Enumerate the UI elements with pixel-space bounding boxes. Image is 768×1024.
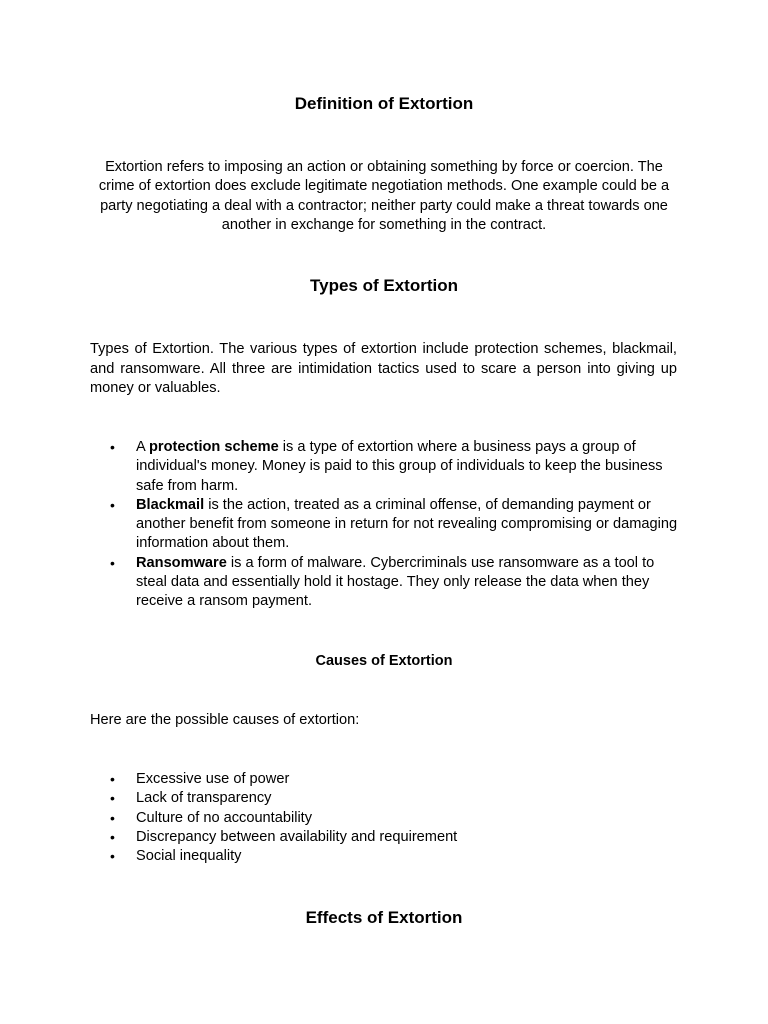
list-item-term: Blackmail [136,496,205,513]
bullet-icon: • [110,790,115,807]
bullet-icon: • [110,496,115,513]
definition-heading: Definition of Extortion [294,94,474,113]
list-item-text: Excessive use of power [136,771,290,787]
list-item [90,847,680,866]
list-item-term: protection scheme [148,439,279,455]
types-list [90,438,680,612]
list-item [90,809,680,828]
effects-heading: Effects of Extortion [305,908,463,927]
list-item [90,438,680,496]
list-item-text: Social inequality [136,848,242,865]
list-item [90,496,680,554]
causes-intro: Here are the possible causes of extortion: [90,712,360,728]
list-item-term: Ransomware [136,554,227,571]
bullet-icon: • [110,439,115,455]
bullet-icon: • [110,828,115,845]
list-item [90,828,680,847]
list-item-text: Lack of transparency [136,790,272,807]
list-item-text: is a type of extortion where a business pays a group of individual's money. Money is paid to this group of individuals to keep the business safe from harm. [136,439,663,494]
list-item-text: Discrepancy between availability and requirement [136,828,458,845]
definition-paragraph: Extortion refers to imposing an action or obtaining something by force or coercion. The crime of extortion does exclude legitimate negotiation methods. One example could be a party negotiating a deal with a contractor; neither party could make a threat towards one another in exchange for something in the contract. [98,159,670,233]
causes-list [90,770,680,866]
types-heading: Types of Extortion [310,276,458,295]
types-paragraph: Types of Extortion. The various types of extortion include protection schemes, blackmail, and ransomware. All three are intimidation tactics used to scare a person into giving up money or valuables. [90,341,677,397]
bullet-icon: • [110,809,115,826]
list-item [90,554,680,612]
list-item-prefix: A [136,439,149,455]
bullet-icon: • [110,848,115,865]
bullet-icon: • [110,554,115,571]
list-item-text: Culture of no accountability [136,809,313,826]
list-item [90,789,680,808]
bullet-icon: • [110,771,115,787]
list-item-text: is a form of malware. Cybercriminals use ransomware as a tool to steal data and essentially hold it hostage. They only release the data when they receive a ransom payment. [136,554,655,610]
list-item [90,770,680,789]
list-item-text: is the action, treated as a criminal offense, of demanding payment or another benefit from someone in return for not revealing compromising or damaging information about them. [136,496,678,552]
causes-heading: Causes of Extortion [315,653,453,669]
